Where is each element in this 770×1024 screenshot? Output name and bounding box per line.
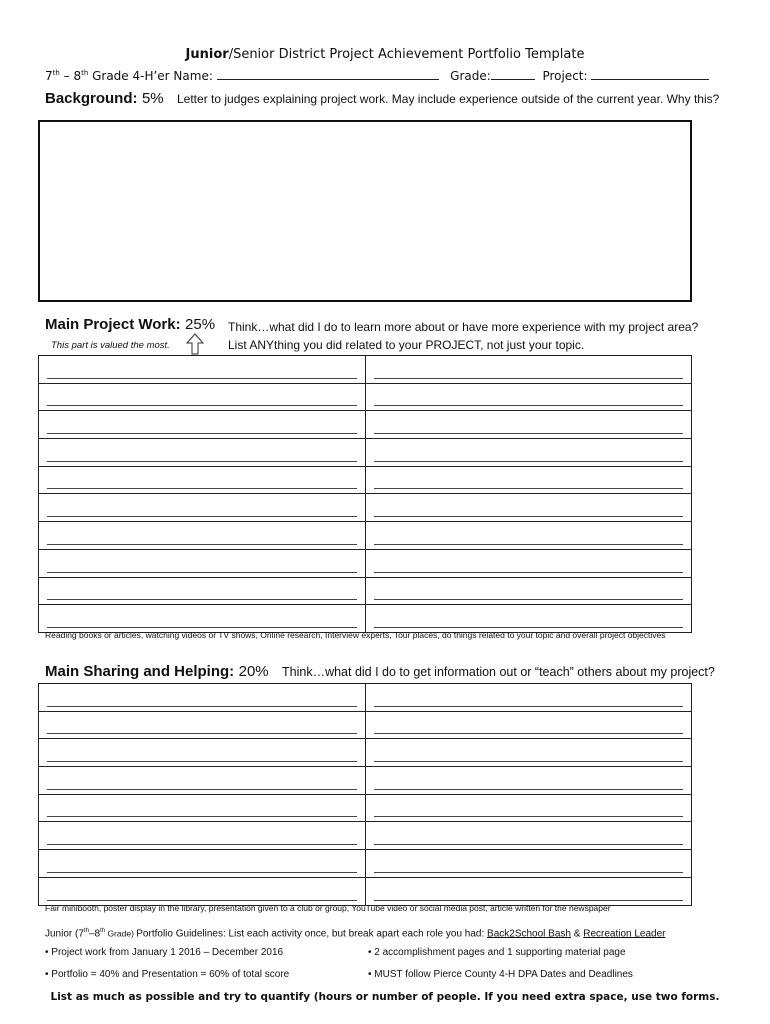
guide-title: Portfolio Guidelines: (136, 928, 226, 940)
grade-dash: – 8 (59, 69, 82, 83)
main-project-description (228, 318, 698, 354)
table-row (39, 383, 691, 411)
entry-line[interactable] (366, 712, 692, 739)
bullet-item: • Project work from January 1 2016 – December 2016 (45, 947, 284, 958)
main-sharing-description: Think…what did I do to get information out or “teach” others about my project? (282, 665, 715, 679)
entry-line[interactable] (366, 684, 692, 711)
table-row (39, 466, 691, 494)
entry-line[interactable] (39, 605, 366, 632)
entry-line[interactable] (39, 494, 366, 521)
entry-line[interactable] (366, 578, 692, 605)
entry-line[interactable] (366, 850, 692, 877)
entry-line[interactable] (39, 878, 366, 905)
grade-start: 7 (45, 69, 53, 83)
guide-grade: Grade) (105, 928, 137, 939)
name-field[interactable] (217, 67, 439, 80)
entry-line[interactable] (366, 384, 692, 411)
entry-line[interactable] (366, 822, 692, 849)
entry-line[interactable] (366, 767, 692, 794)
table-row (39, 493, 691, 521)
entry-line[interactable] (39, 578, 366, 605)
table-row (39, 821, 691, 849)
main-project-heading-row (45, 316, 215, 334)
background-heading-row (45, 90, 719, 108)
sup-th-1: th (52, 69, 60, 77)
background-description: Letter to judges explaining project work. May include experience outside of the current year. Why this? (177, 92, 720, 106)
main-project-table (38, 355, 692, 633)
table-row (39, 794, 691, 822)
main-sharing-percent: 20% (238, 663, 269, 680)
valued-note: This part is valued the most. (51, 340, 170, 351)
project-label: Project: (542, 69, 588, 83)
project-field[interactable] (591, 67, 709, 80)
entry-line[interactable] (366, 439, 692, 466)
background-percent: 5% (141, 90, 164, 107)
table-row (39, 604, 691, 632)
entry-line[interactable] (366, 550, 692, 577)
entry-line[interactable] (366, 522, 692, 549)
table-row (39, 356, 691, 383)
grade-field[interactable] (491, 67, 535, 80)
footer-instruction: List as much as possible and try to quantify (hours or number of people. If you need extra space, use two forms. (50, 991, 720, 1003)
entry-line[interactable] (39, 522, 366, 549)
page-title (0, 47, 770, 62)
entry-line[interactable] (366, 356, 692, 383)
table-row (39, 438, 691, 466)
entry-line[interactable] (39, 411, 366, 438)
main-sharing-heading-row (45, 663, 715, 681)
guide-sup-th1: th (83, 928, 89, 934)
name-label: Grade 4-H’er Name: (88, 69, 213, 83)
main-project-caption: Reading books or articles, watching videos or TV shows, Online research, Interview experts, Tour places, do things related to your topic and overall project objectives (45, 630, 666, 640)
title-bold: Junior (185, 47, 229, 62)
entry-line[interactable] (366, 795, 692, 822)
sup-th-2: th (81, 69, 89, 77)
guide-grade7: 7 (78, 928, 84, 940)
entry-line[interactable] (366, 494, 692, 521)
bullet-item: • 2 accomplishment pages and 1 supporting material page (368, 947, 626, 958)
entry-line[interactable] (39, 467, 366, 494)
entry-line[interactable] (39, 384, 366, 411)
entry-line[interactable] (39, 712, 366, 739)
entry-line[interactable] (366, 605, 692, 632)
recreation-leader-link[interactable]: Recreation Leader (583, 928, 666, 940)
entry-line[interactable] (366, 739, 692, 766)
grade-label: Grade: (450, 69, 491, 83)
entry-line[interactable] (39, 684, 366, 711)
table-row (39, 521, 691, 549)
guide-amp: & (570, 928, 584, 940)
main-sharing-table (38, 683, 692, 906)
main-project-percent: 25% (185, 316, 216, 333)
entry-line[interactable] (366, 878, 692, 905)
main-sharing-caption: Fair minibooth, poster display in the library, presentation given to a club or group, YouTube video or social media post, article written for the newspaper (45, 903, 611, 913)
back2school-link[interactable]: Back2School Bash (487, 928, 571, 940)
guide-sup-th2: th (100, 928, 106, 934)
table-row (39, 549, 691, 577)
main-project-line1: Think…what did I do to learn more about or have more experience with my project area? (228, 320, 699, 334)
main-project-line2: List ANYthing you did related to your PROJECT, not just your topic. (228, 338, 585, 352)
table-row (39, 577, 691, 605)
table-row (39, 711, 691, 739)
entry-line[interactable] (39, 356, 366, 383)
entry-line[interactable] (39, 550, 366, 577)
entry-line[interactable] (39, 739, 366, 766)
main-sharing-heading: Main Sharing and Helping: (45, 663, 235, 680)
bullet-item: • MUST follow Pierce County 4-H DPA Dates and Deadlines (368, 969, 633, 980)
table-row (39, 684, 691, 711)
guide-junior: Junior ( (45, 928, 79, 940)
bullet-item: • Portfolio = 40% and Presentation = 60% of total score (45, 969, 290, 980)
guide-dash: –8 (88, 928, 101, 940)
table-row (39, 766, 691, 794)
background-heading: Background: (45, 90, 138, 107)
table-row (39, 877, 691, 905)
name-line (45, 67, 709, 83)
entry-line[interactable] (39, 822, 366, 849)
guide-text: List each activity once, but break apart each role you had: (225, 928, 488, 940)
entry-line[interactable] (39, 767, 366, 794)
entry-line[interactable] (39, 795, 366, 822)
entry-line[interactable] (39, 850, 366, 877)
main-project-heading: Main Project Work: (45, 316, 181, 333)
table-row (39, 849, 691, 877)
portfolio-guidelines (45, 928, 666, 939)
entry-line[interactable] (366, 411, 692, 438)
table-row (39, 738, 691, 766)
entry-line[interactable] (39, 439, 366, 466)
background-letter-box[interactable] (38, 120, 692, 302)
table-row (39, 410, 691, 438)
entry-line[interactable] (366, 467, 692, 494)
title-rest: /Senior District Project Achievement Portfolio Template (228, 47, 585, 62)
